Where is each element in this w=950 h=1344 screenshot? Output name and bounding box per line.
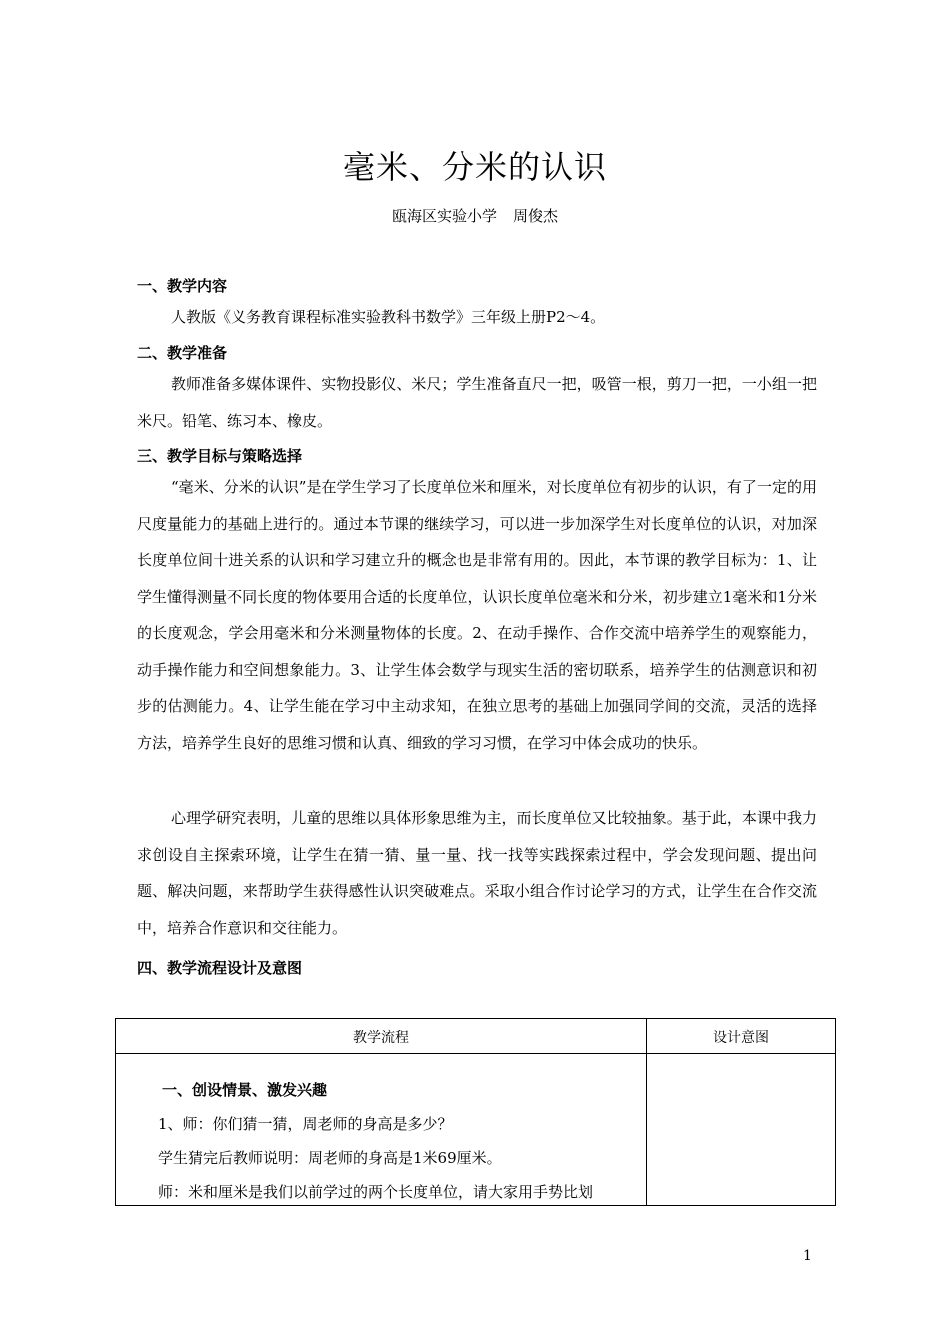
- section-content-text: 人教版《义务教育课程标准实验教科书数学》三年级上册P2～4。: [171, 308, 606, 326]
- author-school: 瓯海区实验小学: [391, 207, 497, 225]
- table-header-intent: 设计意图: [713, 1030, 769, 1046]
- author-name: 周俊杰: [513, 207, 559, 225]
- table-header-divider: [116, 1053, 835, 1054]
- document-title: 毫米、分米的认识: [342, 148, 607, 186]
- section-heading-content: 一、教学内容: [137, 277, 228, 295]
- flow-subheading: 一、创设情景、激发兴趣: [162, 1081, 328, 1099]
- table-flow-cell: [158, 1073, 642, 1209]
- flow-line: 师：米和厘米是我们以前学过的两个长度单位，请大家用手势比划: [158, 1183, 594, 1201]
- table-header-flow: 教学流程: [353, 1030, 409, 1046]
- section-heading-flow: 四、教学流程设计及意图: [137, 959, 303, 977]
- flow-line: 1、师：你们猜一猜，周老师的身高是多少？: [158, 1115, 453, 1133]
- author-line: [0, 205, 950, 226]
- flow-line: 学生猜完后教师说明：周老师的身高是1米69厘米。: [158, 1149, 502, 1167]
- section-heading-goals: 三、教学目标与策略选择: [137, 447, 303, 465]
- page-number: 1: [803, 1248, 812, 1264]
- section-goals-paragraph-2: 心理学研究表明，儿童的思维以具体形象思维为主，而长度单位又比较抽象。基于此，本课中我力求创设自主探索环境，让学生在猜一猜、量一量、找一找等实践探索过程中，学会发现问题、提出问题、解决问题，来帮助学生获得感性认识突破难点。采取小组合作讨论学习的方式，让学生在合作交流中，培养合作意识和交往能力。: [137, 809, 817, 937]
- section-preparation-text: 教师准备多媒体课件、实物投影仪、米尺；学生准备直尺一把，吸管一根，剪刀一把，一小组一把米尺。铅笔、练习本、橡皮。: [137, 375, 817, 430]
- section-heading-preparation: 二、教学准备: [137, 344, 228, 362]
- teaching-flow-table: [115, 1018, 836, 1206]
- section-goals-paragraph-1: “毫米、分米的认识”是在学生学习了长度单位米和厘米，对长度单位有初步的认识，有了一定的用尺度量能力的基础上进行的。通过本节课的继续学习，可以进一步加深学生对长度单位的认识，对加深长度单位间十进关系的认识和学习建立升的概念也是非常有用的。因此，本节课的教学目标为：1、让学生懂得测量不同长度的物体要用合适的长度单位，认识长度单位毫米和分米，初步建立1毫米和1分米的长度观念，学会用毫米和分米测量物体的长度。2、在动手操作、合作交流中培养学生的观察能力，动手操作能力和空间想象能力。3、让学生体会数学与现实生活的密切联系，培养学生的估测意识和初步的估测能力。4、让学生能在学习中主动求知，在独立思考的基础上加强同学间的交流，灵活的选择方法，培养学生良好的思维习惯和认真、细致的学习习惯，在学习中体会成功的快乐。: [137, 478, 817, 752]
